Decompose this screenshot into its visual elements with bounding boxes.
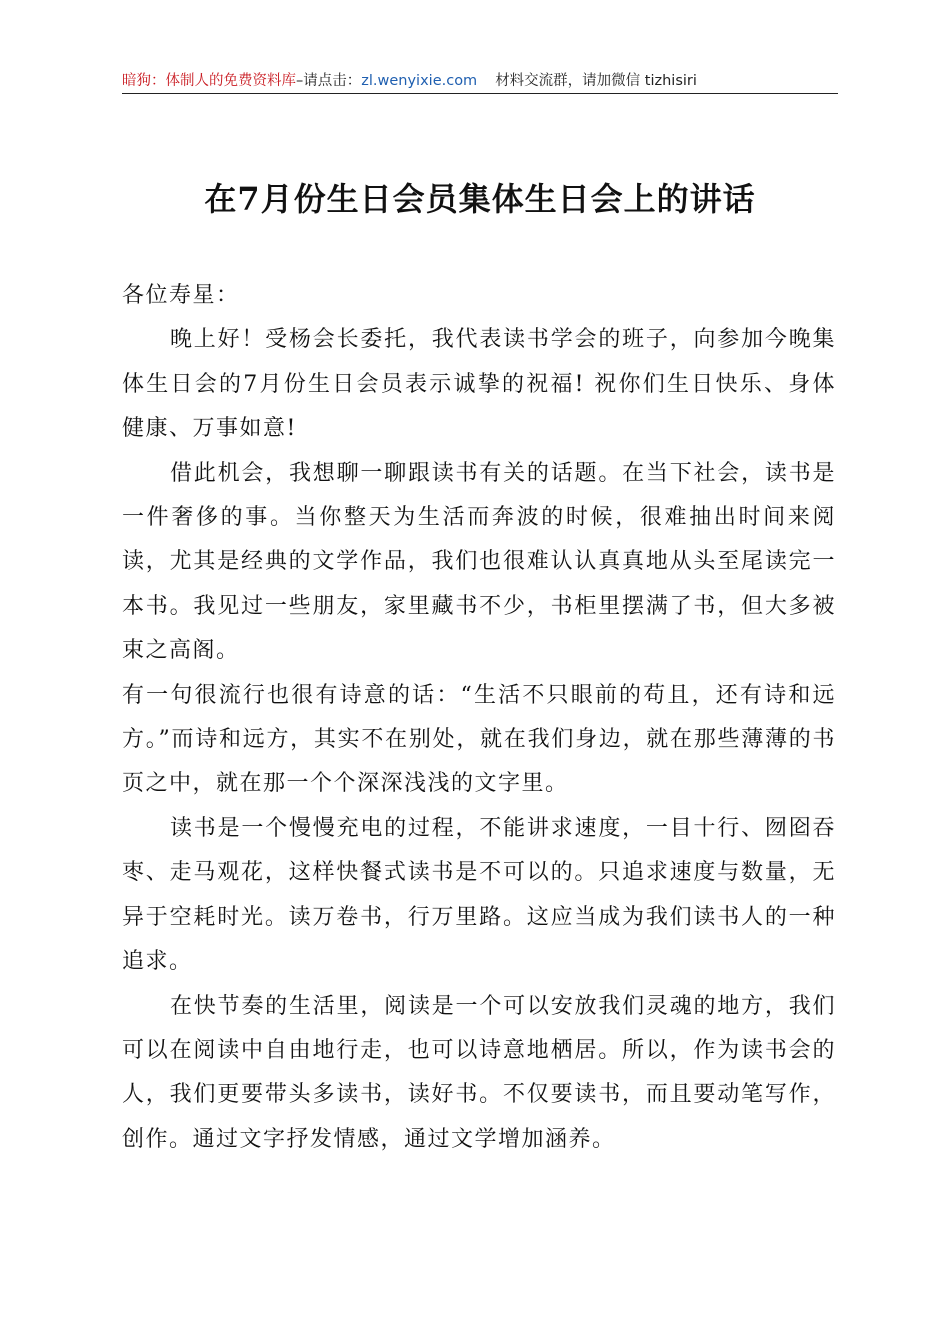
header-divider — [122, 93, 838, 94]
header-brand: 暗狗：体制人的免费资料库 — [122, 73, 296, 89]
paragraph-greeting: 晚上好！受杨会长委托，我代表读书学会的班子，向参加今晚集体生日会的7月份生日会员表示诚挚的祝福! 祝你们生日快乐、身体健康、万事如意! — [122, 327, 836, 442]
document-body — [122, 274, 836, 1162]
header-group-note: 材料交流群，请加微信 tizhisiri — [495, 73, 697, 89]
paragraph-soul-reading: 在快节奏的生活里，阅读是一个可以安放我们灵魂的地方，我们可以在阅读中自由地行走，也可以诗意地栖居。所以，作为读书会的人，我们更要带头多读书，读好书。不仅要读书，而且要动笔写作，创作。通过文字抒发情感，通过文学增加涵养。 — [122, 993, 836, 1152]
header-url-link[interactable]: zl.wenyixie.com — [361, 73, 478, 89]
paragraph-slow-reading: 读书是一个慢慢充电的过程，不能讲求速度，一目十行、囫囵吞枣、走马观花，这样快餐式读书是不可以的。只追求速度与数量，无异于空耗时光。读万卷书，行万里路。这应当成为我们读书人的一种追求。 — [122, 815, 836, 975]
paragraph-reading-topic: 借此机会，我想聊一聊跟读书有关的话题。在当下社会，读书是一件奢侈的事。当你整天为生活而奔波的时候，很难抽出时间来阅读，尤其是经典的文学作品，我们也很难认认真真地从头至尾读完一本书。我见过一些朋友，家里藏书不少，书柜里摆满了书，但大多被束之高阁。 — [122, 460, 836, 664]
page-header — [122, 70, 838, 94]
paragraph-poetry-quote: 有一句很流行也很有诗意的话：“生活不只眼前的苟且，还有诗和远方。”而诗和远方，其实不在别处，就在我们身边，就在那些薄薄的书页之中，就在那一个个深深浅浅的文字里。 — [122, 682, 836, 797]
page-title: 在7月份生日会员集体生日会上的讲话 — [204, 180, 756, 218]
salutation: 各位寿星： — [122, 283, 240, 308]
header-prompt: –请点击： — [296, 73, 362, 89]
